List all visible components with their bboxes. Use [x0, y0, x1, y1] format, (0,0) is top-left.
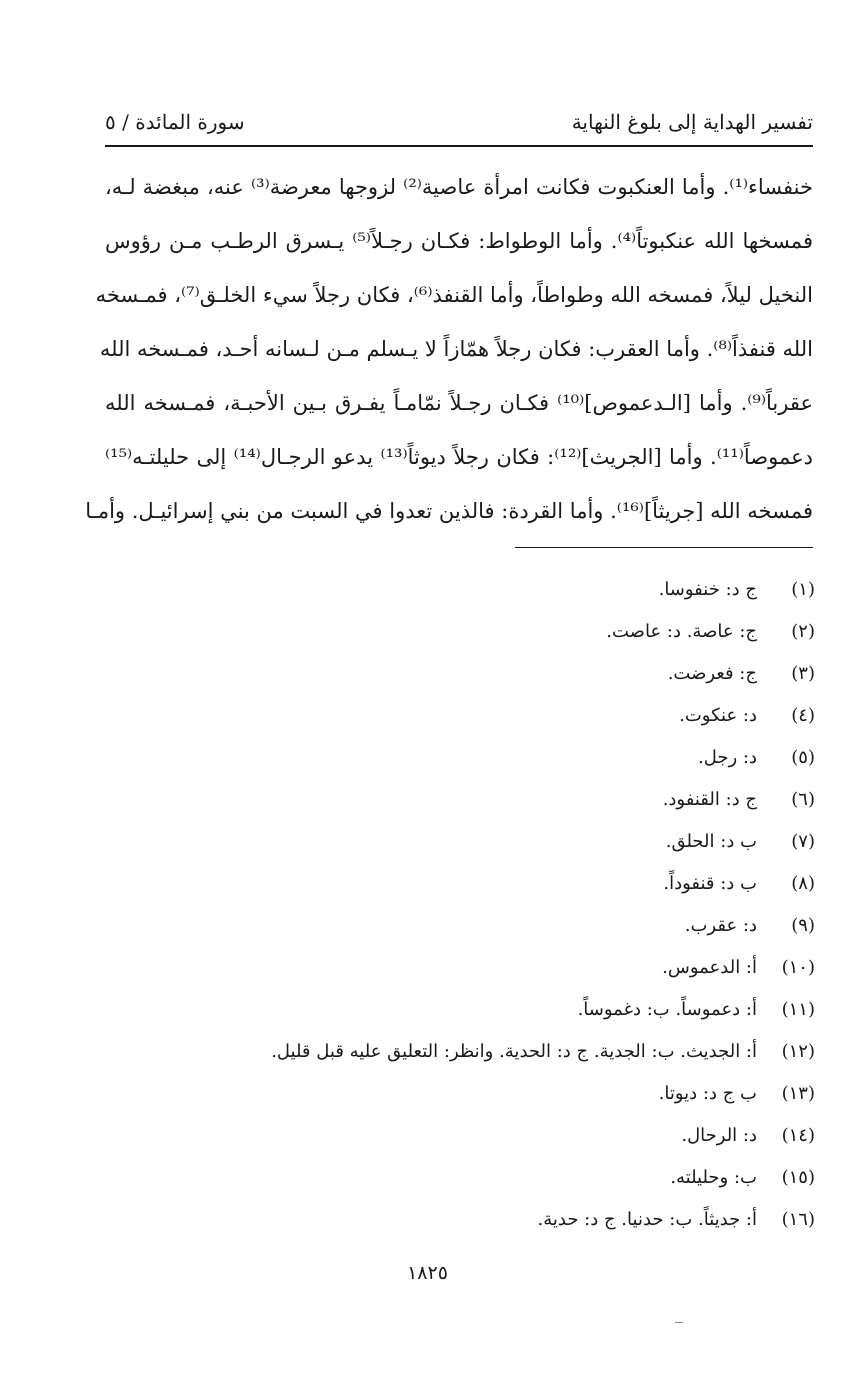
header-divider: [105, 145, 813, 147]
footnote-text: ب د: قنفوداً.: [663, 873, 757, 894]
footnote: [195, 1202, 815, 1244]
footnote-text: ب: وحليلته.: [670, 1167, 757, 1188]
footnote-divider: [515, 547, 813, 548]
book-title: تفسير الهداية إلى بلوغ النهاية: [571, 110, 813, 134]
footnote-number: (٨): [791, 873, 815, 894]
footnote-number: (٧): [791, 831, 815, 852]
text-line: فمسخه الله [جريثاً]⁽¹⁶⁾. وأما القردة: فالذين تعدوا في السبت من بني إسرائيـل. وأمـا: [85, 499, 813, 523]
footnote-number: (٤): [791, 705, 815, 726]
text-line: النخيل ليلاً، فمسخه الله وطواطاً، وأما القنفذ⁽⁶⁾، فكان رجلاً سيء الخلـق⁽⁷⁾، فمـسخه: [95, 283, 813, 307]
text-line: خنفساء⁽¹⁾. وأما العنكبوت فكانت امرأة عاصية⁽²⁾ لزوجها معرضة⁽³⁾ عنه، مبغضة لـه،: [105, 175, 813, 199]
running-header: [105, 98, 813, 134]
footnote-text: د: عقرب.: [684, 915, 757, 936]
footnote-text: ب ج د: ديوتا.: [658, 1083, 757, 1104]
footnote: [195, 1160, 815, 1202]
footnote-number: (١٣): [781, 1083, 815, 1104]
footnote-text: د: رجل.: [698, 747, 757, 768]
footnote-text: ج: فعرضت.: [667, 663, 757, 684]
footnote-number: (١): [791, 579, 815, 600]
footnote-text: ج د: خنفوسا.: [658, 579, 757, 600]
footnote-number: (١٢): [781, 1041, 815, 1062]
footnote: [195, 740, 815, 782]
footnote: [195, 614, 815, 656]
surah-label: سورة المائدة / ٥: [105, 110, 245, 134]
footnote-number: (٩): [791, 915, 815, 936]
text-line: فمسخها الله عنكبوتاً⁽⁴⁾. وأما الوطواط: فكـان رجـلاً⁽⁵⁾ يـسرق الرطـب مـن رؤوس: [105, 229, 813, 253]
footnote: [195, 908, 815, 950]
footnote: [195, 782, 815, 824]
footnote: [195, 950, 815, 992]
footnote-number: (٦): [791, 789, 815, 810]
footnote: [195, 1076, 815, 1118]
footnote-text: أ: جديثاً. ب: حدنيا. ج د: حدية.: [537, 1209, 757, 1230]
main-text: [85, 160, 813, 538]
page-number: ١٨٢٥: [407, 1262, 448, 1284]
footnote: [195, 572, 815, 614]
footnote-number: (١١): [781, 999, 815, 1020]
footnote-number: (١٤): [781, 1125, 815, 1146]
footnote: [195, 866, 815, 908]
footnote-text: أ: الدعموس.: [662, 957, 757, 978]
text-line: الله قنفذاً⁽⁸⁾. وأما العقرب: فكان رجلاً همّازاً لا يـسلم مـن لـسانه أحـد، فمـسخه الله: [99, 337, 813, 361]
footnote: [195, 1118, 815, 1160]
footnote-number: (٥): [791, 747, 815, 768]
footnote-number: (١٥): [781, 1167, 815, 1188]
footnote-number: (١٦): [781, 1209, 815, 1230]
footnote-text: د: الرحال.: [681, 1125, 757, 1146]
footnote: [195, 1034, 815, 1076]
footnote-number: (١٠): [781, 957, 815, 978]
text-line: عقرباً⁽⁹⁾. وأما [الـدعموص]⁽¹⁰⁾ فكـان رجـلاً نمّامـاً يفـرق بـين الأحبـة، فمـسخه الله: [105, 391, 813, 415]
footnote: [195, 656, 815, 698]
text-line: دعموصاً⁽¹¹⁾. وأما [الجريث]⁽¹²⁾: فكان رجلاً ديوثاً⁽¹³⁾ يدعو الرجـال⁽¹⁴⁾ إلى حليلتـه⁽¹⁵⁾: [105, 445, 813, 469]
footnote-text: أ: دعموساً. ب: دغموساً.: [577, 999, 757, 1020]
footnote-text: د: عنكوت.: [679, 705, 757, 726]
footnote: [195, 824, 815, 866]
footnote: [195, 992, 815, 1034]
scan-speck: [675, 1322, 683, 1323]
footnote-number: (٣): [791, 663, 815, 684]
footnote-text: ب د: الحلق.: [665, 831, 757, 852]
footnote-text: ج: عاصة. د: عاصت.: [606, 621, 757, 642]
footnote-text: أ: الجديث. ب: الجدية. ج د: الحدية. وانظر: التعليق عليه قبل قليل.: [271, 1041, 757, 1062]
footnote-number: (٢): [791, 621, 815, 642]
footnotes-list: [195, 572, 815, 1244]
footnote: [195, 698, 815, 740]
footnote-text: ج د: القنفود.: [662, 789, 757, 810]
